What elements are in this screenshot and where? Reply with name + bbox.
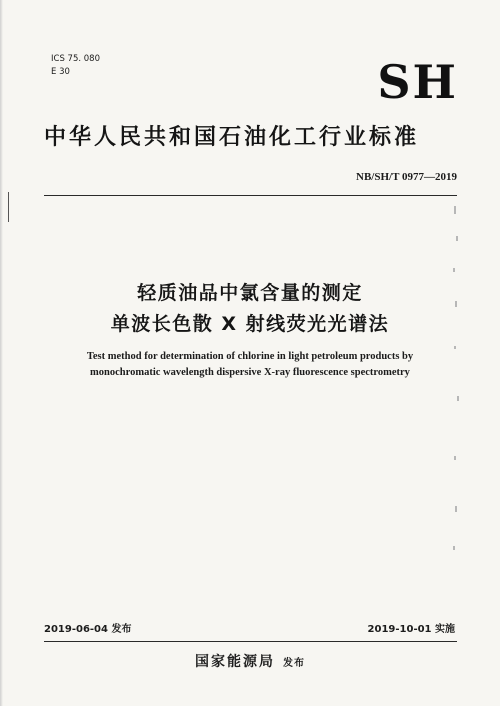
footer-divider — [44, 641, 457, 642]
standard-category-title: 中华人民共和国石油化工行业标准 — [44, 125, 420, 150]
ics-code: ICS 75. 080 — [51, 54, 100, 64]
standard-number: NB/SH/T 0977—2019 — [356, 171, 457, 183]
publisher-name: 国家能源局 — [195, 654, 275, 670]
chinese-title-line-1: 轻质油品中氯含量的测定 — [137, 282, 363, 304]
scan-specks — [452, 206, 460, 566]
chinese-title-line-2: 单波长色散 X 射线荧光光谱法 — [110, 313, 390, 335]
publisher-suffix: 发布 — [283, 658, 305, 669]
issue-date: 2019-06-04 发布 — [44, 624, 132, 635]
implementation-date: 2019-10-01 实施 — [367, 624, 455, 635]
publisher-line — [0, 653, 500, 673]
sh-logo: SH — [377, 55, 458, 109]
english-title-line-1: Test method for determination of chlorine in light petroleum products by — [86, 351, 414, 362]
english-title-line-2: monochromatic wavelength dispersive X-ray fluorescence spectrometry — [90, 367, 410, 378]
header-divider — [44, 195, 457, 196]
classification-code: E 30 — [51, 67, 70, 77]
binding-mark — [8, 192, 9, 222]
